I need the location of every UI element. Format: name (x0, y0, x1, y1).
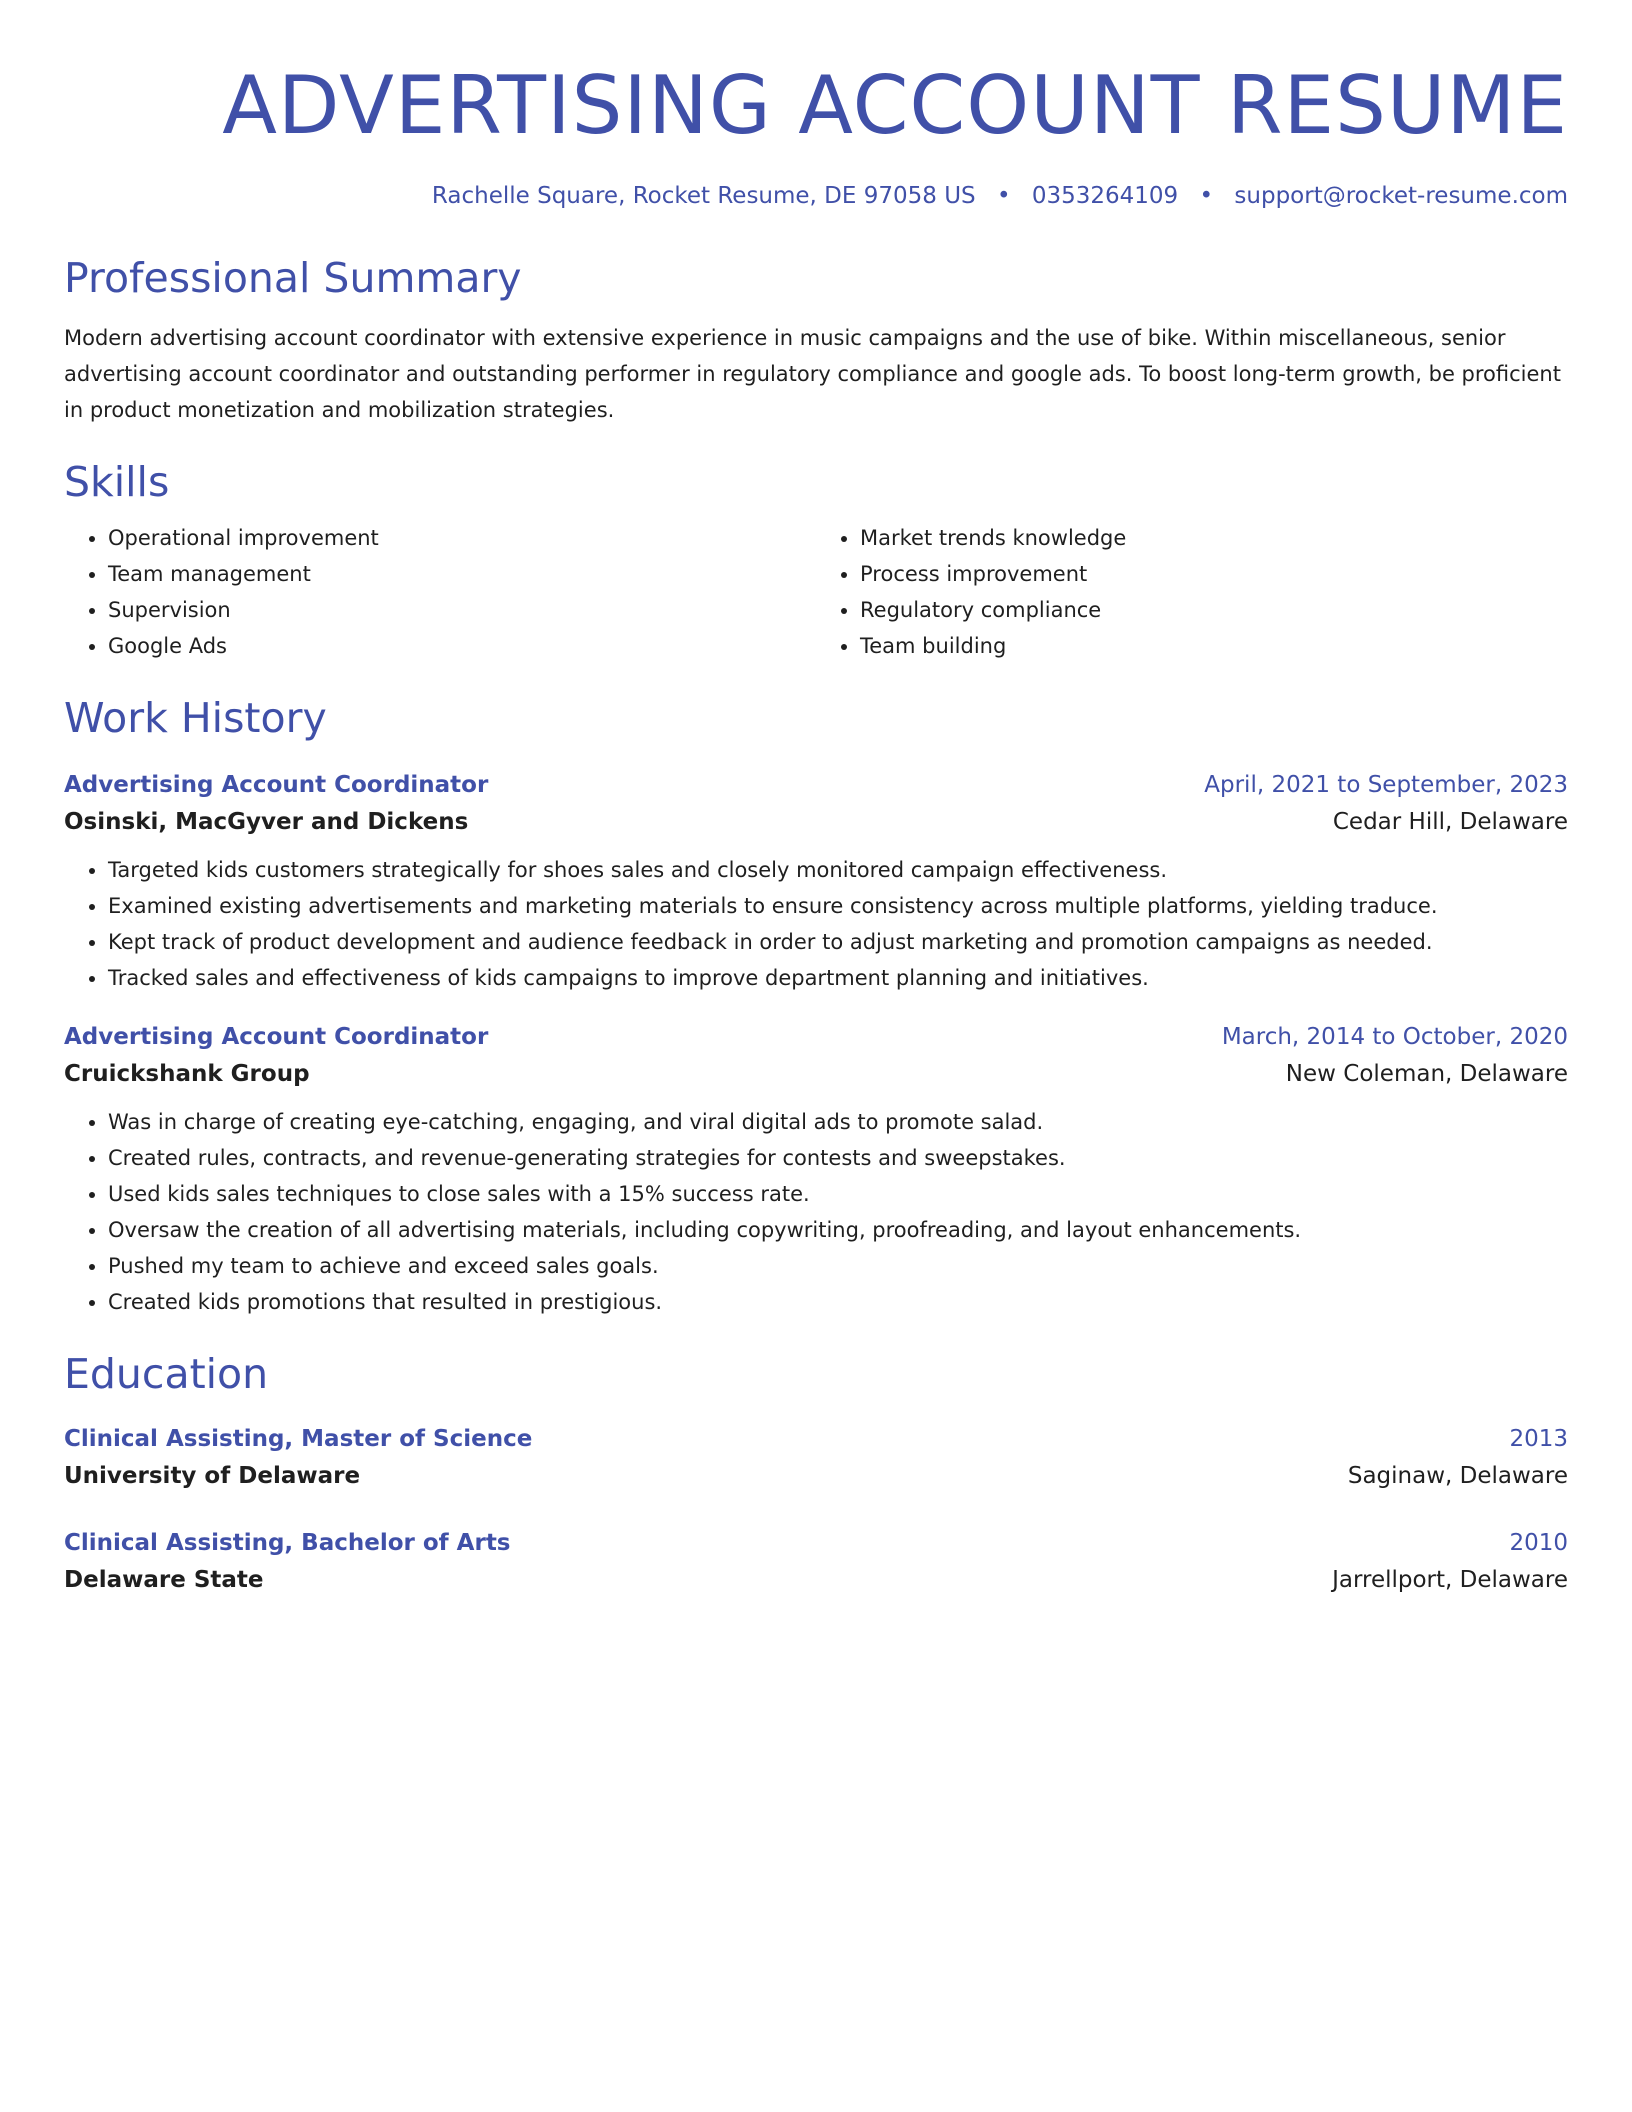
job-dates: March, 2014 to October, 2020 (1221, 1024, 1568, 1050)
summary-heading: Professional Summary (64, 254, 522, 302)
education-location: Saginaw, Delaware (1347, 1463, 1568, 1489)
resume-title: ADVERTISING ACCOUNT RESUME (222, 59, 1568, 152)
skill-item: • Market trends knowledge (860, 520, 1568, 556)
work-history-heading: Work History (64, 694, 327, 742)
skill-item: • Team management (108, 556, 816, 592)
job-bullet: • Used kids sales techniques to close sales with a 15% success rate. (108, 1176, 1568, 1212)
contact-address: Rachelle Square, Rocket Resume, DE 97058 US (431, 183, 976, 209)
job-bullet: • Pushed my team to achieve and exceed sales goals. (108, 1248, 1568, 1284)
job-location: Cedar Hill, Delaware (1332, 809, 1568, 835)
education-year: 2010 (1509, 1530, 1568, 1556)
education-degree: Clinical Assisting, Master of Science (64, 1426, 533, 1452)
skills-heading: Skills (64, 458, 170, 506)
education-heading: Education (64, 1350, 269, 1398)
contact-separator: • (996, 183, 1011, 209)
skill-item: • Supervision (108, 592, 816, 628)
skill-item: • Google Ads (108, 628, 816, 664)
job-entry (64, 1020, 1568, 1320)
job-company: Cruickshank Group (64, 1061, 310, 1087)
skills-column-right (816, 520, 1568, 664)
contact-email: support@rocket-resume.com (1234, 183, 1568, 209)
job-company: Osinski, MacGyver and Dickens (64, 809, 469, 835)
contact-phone: 0353264109 (1031, 183, 1179, 209)
job-bullets (64, 1104, 1568, 1320)
job-dates: April, 2021 to September, 2023 (1204, 772, 1568, 798)
job-bullet: • Was in charge of creating eye-catching, engaging, and viral digital ads to promote salad. (108, 1104, 1568, 1140)
skills-list (64, 520, 1568, 664)
job-bullet: • Created kids promotions that resulted in prestigious. (108, 1284, 1568, 1320)
education-entry (64, 1422, 1568, 1496)
job-bullet: • Kept track of product development and audience feedback in order to adjust marketing and promotion campaigns as needed. (108, 924, 1568, 960)
education-school: Delaware State (64, 1567, 264, 1593)
skill-item: • Regulatory compliance (860, 592, 1568, 628)
job-location: New Coleman, Delaware (1285, 1061, 1568, 1087)
education-year: 2013 (1509, 1426, 1568, 1452)
skills-column-left (64, 520, 816, 664)
summary-text: Modern advertising account coordinator with extensive experience in music campaigns and the use of bike. Within miscellaneous, senior advertising account coordinator and outstanding performer in regulatory compliance and google ads. To boost long-term growth, be proficient in product monetization and mobilization strategies. (64, 326, 1561, 422)
job-bullet: • Created rules, contracts, and revenue-generating strategies for contests and sweepstakes. (108, 1140, 1568, 1176)
education-school: University of Delaware (64, 1463, 361, 1489)
education-entry (64, 1526, 1568, 1600)
job-bullets (64, 852, 1568, 996)
job-title: Advertising Account Coordinator (64, 1024, 489, 1050)
job-bullet: • Tracked sales and effectiveness of kids campaigns to improve department planning and initiatives. (108, 960, 1568, 996)
job-bullet: • Targeted kids customers strategically for shoes sales and closely monitored campaign effectiveness. (108, 852, 1568, 888)
job-bullet: • Oversaw the creation of all advertising materials, including copywriting, proofreading, and layout enhancements. (108, 1212, 1568, 1248)
skill-item: • Team building (860, 628, 1568, 664)
contact-separator: • (1199, 183, 1214, 209)
job-title: Advertising Account Coordinator (64, 772, 489, 798)
resume-page (64, 0, 1568, 1600)
education-location: Jarrellport, Delaware (1332, 1567, 1568, 1593)
job-bullet: • Examined existing advertisements and marketing materials to ensure consistency across multiple platforms, yielding traduce. (108, 888, 1568, 924)
job-entry (64, 768, 1568, 996)
skill-item: • Process improvement (860, 556, 1568, 592)
education-degree: Clinical Assisting, Bachelor of Arts (64, 1530, 511, 1556)
skill-item: • Operational improvement (108, 520, 816, 556)
contact-line (64, 180, 1568, 212)
